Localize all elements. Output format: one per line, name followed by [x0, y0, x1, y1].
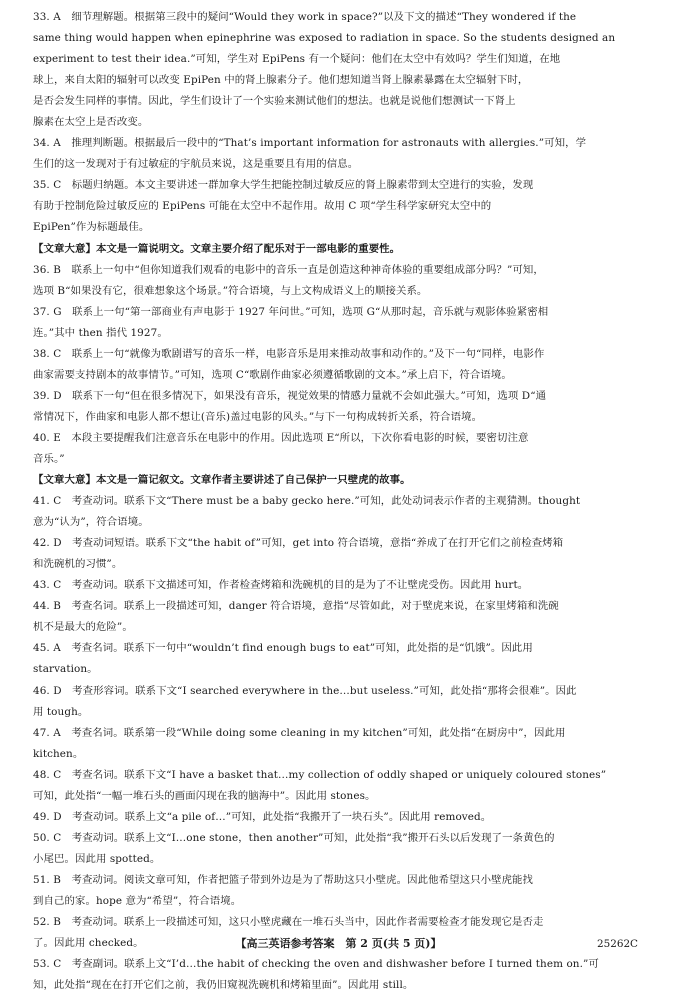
answer-line: 了。因此用 checked。: [33, 937, 144, 950]
answer-explanations: [33, 7, 647, 996]
answer-line: 37. G 联系上一句“第一部商业有声电影于 1927 年问世。”可知，选项 G“从那时起，音乐就与观影体验紧密相: [33, 305, 549, 318]
answer-line: 曲家需要支持剧本的故事情节。”可知，选项 C“歌剧作曲家必须遵循歌剧的文本。”承上启下，符合语境。: [33, 368, 512, 381]
answer-line: 和洗碗机的习惯”。: [33, 558, 123, 571]
answer-line: 43. C 考查动词。联系下文描述可知，作者检查烤箱和洗碗机的目的是为了不让壁虎受伤。因此用 hurt。: [33, 579, 529, 592]
answer-line: 选项 B“如果没有它，很难想象这个场景。”符合语境，与上文构成语义上的顺接关系。: [33, 284, 428, 297]
answer-line: same thing would happen when epinephrine was exposed to radiation in space. So the students designed an: [33, 32, 616, 45]
answer-line: 36. B 联系上一句中“但你知道我们观看的电影中的音乐一直是创造这种神奇体验的重要组成部分吗？”可知，: [33, 263, 544, 276]
answer-line: 到自己的家。hope 意为“希望”，符合语境。: [33, 894, 242, 907]
answer-line: kitchen。: [33, 747, 84, 760]
answer-line: 52. B 考查动词。联系上一段描述可知，这只小壁虎藏在一堆石头当中，因此作者需要检查才能发现它是否走: [33, 916, 544, 929]
answer-line: 47. A 考查名词。联系第一段“While doing some cleaning in my kitchen”可知，此处指“在厨房中”，因此用: [33, 726, 566, 739]
answer-line: 34. A 推理判断题。根据最后一段中的“That’s important information for astronauts with allergies.”可知，学: [33, 137, 587, 150]
answer-line: 41. C 考查动词。联系下文“There must be a baby gecko here.”可知，此处动词表示作者的主观猜测。thought: [33, 495, 581, 508]
answer-line: 51. B 考查动词。阅读文章可知，作者把篮子带到外边是为了帮助这只小壁虎。因此他希望这只小壁虎能找: [33, 873, 534, 886]
answer-line: 机不是最大的危险”。: [33, 621, 133, 634]
footer-page-info: 【高三英语参考答案 第 2 页(共 5 页)】: [235, 937, 442, 950]
answer-line: 40. E 本段主要提醒我们注意音乐在电影中的作用。因此选项 E“所以，下次你看电影的时候，要密切注意: [33, 431, 529, 444]
answer-line: experiment to test their idea.”可知，学生对 EpiPens 有一个疑问：他们在太空中有效吗？学生们知道，在地: [33, 53, 561, 66]
answer-line: 53. C 考查副词。联系上文“I’d…the habit of checking the oven and dishwasher before I turned them on.”可: [33, 958, 599, 971]
answer-line: 有助于控制危险过敏反应的 EpiPens 可能在太空中不起作用。故用 C 项“学生科学家研究太空中的: [33, 200, 492, 213]
answer-line: 音乐。”: [33, 452, 65, 465]
answer-line: 常情况下，作曲家和电影人都不想让(音乐)盖过电影的风头。”与下一句构成转折关系，符合语境。: [33, 410, 483, 423]
answer-line: 50. C 考查动词。联系上文“I…one stone，then another”可知，此处指“我”搬开石头以后发现了一条黄色的: [33, 831, 555, 844]
answer-line: 46. D 考查形容词。联系下文“I searched everywhere in the…but useless.”可知，此处指“那将会很难”。因此: [33, 684, 577, 697]
answer-line: 42. D 考查动词短语。联系下文“the habit of”可知，get into 符合语境，意指“养成了在打开它们之前检查烤箱: [33, 537, 564, 550]
answer-line: 是否会发生同样的事情。因此，学生们设计了一个实验来测试他们的想法。也就是说他们想测试一下肾上: [33, 95, 516, 108]
answer-line: 38. C 联系上一句“就像为歌剧谱写的音乐一样，电影音乐是用来推动故事和动作的。”及下一句“同样，电影作: [33, 347, 545, 360]
answer-line: 小尾巴。因此用 spotted。: [33, 852, 161, 865]
answer-line: 48. C 考查名词。联系下文“I have a basket that…my collection of oddly shaped or uniquely coloured stones”: [33, 768, 607, 781]
answer-line: 知，此处指“现在在打开它们之前，我仍旧窥视洗碗机和烤箱里面”。因此用 still。: [33, 979, 414, 992]
answer-line: 35. C 标题归纳题。本文主要讲述一群加拿大学生把能控制过敏反应的肾上腺素带到太空进行的实验，发现: [33, 179, 534, 192]
footer-doc-code: 25262C: [597, 938, 639, 950]
answer-line: 用 tough。: [33, 705, 89, 718]
answer-line: 44. B 考查名词。联系上一段描述可知，danger 符合语境，意指“尽管如此，对于壁虎来说，在家里烤箱和洗碗: [33, 600, 559, 613]
answer-line: starvation。: [33, 663, 98, 676]
answer-line: 45. A 考查名词。联系下一句中“wouldn’t find enough bugs to eat”可知，此处指的是“饥饿”。因此用: [33, 642, 533, 655]
answer-line: 意为“认为”，符合语境。: [33, 516, 149, 529]
answer-line: 39. D 联系下一句“但在很多情况下，如果没有音乐，视觉效果的情感力量就不会如此强大。”可知，选项 D“通: [33, 389, 547, 402]
passage-summary-line: 【文章大意】本文是一篇说明文。文章主要介绍了配乐对于一部电影的重要性。: [33, 242, 401, 255]
passage-summary-line: 【文章大意】本文是一篇记叙文。文章作者主要讲述了自己保护一只壁虎的故事。: [33, 474, 411, 487]
answer-line: 生们的这一发现对于有过敏症的宇航员来说，这是重要且有用的信息。: [33, 158, 359, 171]
answer-line: EpiPen”作为标题最佳。: [33, 221, 150, 234]
answer-line: 连。”其中 then 指代 1927。: [33, 326, 168, 339]
page-footer: [0, 933, 677, 955]
answer-line: 球上，来自太阳的辐射可以改变 EpiPen 中的肾上腺素分子。他们想知道当肾上腺素暴露在太空辐射下时，: [33, 74, 529, 87]
answer-line: 33. A 细节理解题。根据第三段中的疑问“Would they work in space?”以及下文的描述“They wondered if the: [33, 11, 577, 23]
answer-line: 腺素在太空上是否改变。: [33, 116, 149, 129]
answer-line: 49. D 考查动词。联系上文“a pile of…”可知，此处指“我搬开了一块石头”。因此用 removed。: [33, 810, 492, 823]
answer-line: 可知，此处指“一幅一堆石头的画面闪现在我的脑海中”。因此用 stones。: [33, 789, 376, 802]
